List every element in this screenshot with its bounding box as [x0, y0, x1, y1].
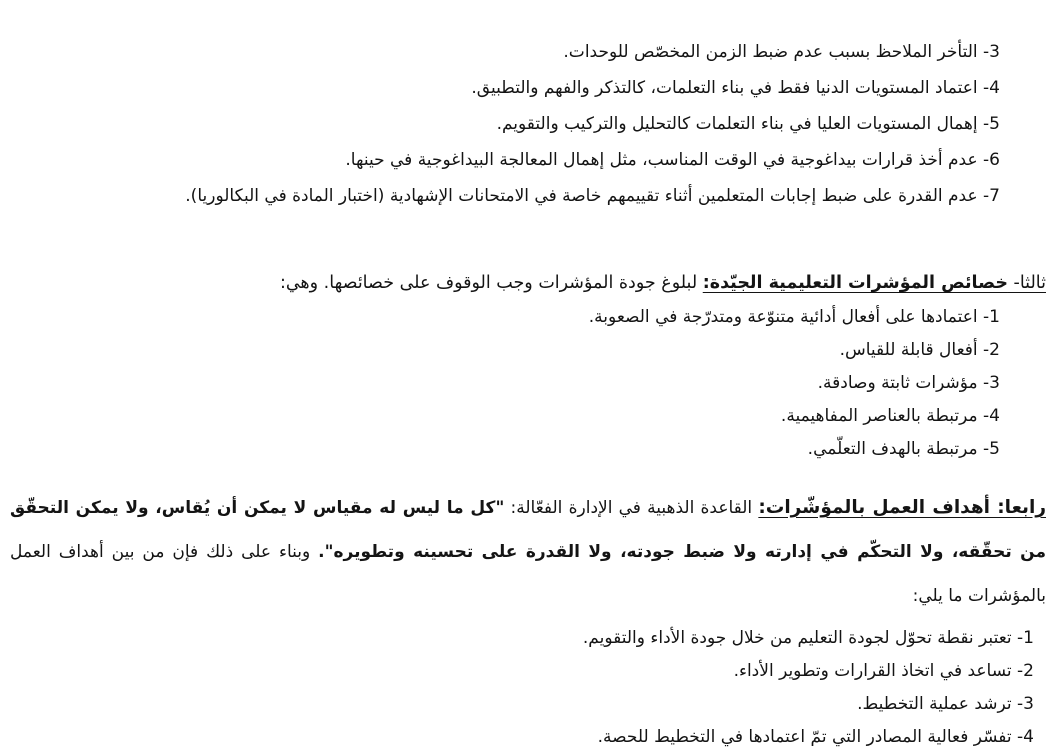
section-heading-title: خصائص المؤشرات التعليمية الجيّدة: — [702, 273, 1008, 293]
list-item: 4- اعتماد المستويات الدنيا فقط في بناء التعلمات، كالتذكر والفهم والتطبيق. — [471, 78, 1000, 98]
section-heading-prefix: ثالثا- — [1007, 273, 1046, 293]
list-item: 3- التأخر الملاحظ بسبب عدم ضبط الزمن المخصّص للوحدات. — [563, 42, 1000, 62]
list-item: 3- مؤشرات ثابتة وصادقة. — [817, 373, 1000, 393]
section-heading-fourth-paragraph — [10, 486, 1046, 618]
list-item: 4- تفسّر فعالية المصادر التي تمّ اعتمادها في التخطيط للحصة. — [597, 727, 1034, 747]
list-item: 1- اعتمادها على أفعال أدائية متنوّعة ومتدرّجة في الصعوبة. — [588, 307, 1000, 327]
paragraph-intro: القاعدة الذهبية في الإدارة الفعّالة: — [504, 498, 759, 518]
goals-list — [10, 622, 1046, 754]
list-item: 1- تعتبر نقطة تحوّل لجودة التعليم من خلال جودة الأداء والتقويم. — [582, 628, 1034, 648]
list-item: 5- إهمال المستويات العليا في بناء التعلمات كالتحليل والتركيب والتقويم. — [496, 114, 1000, 134]
golden-rule-quote: "كل ما ليس له مقياس لا يمكن أن يُقاس، ولا يمكن التحقّق من تحقّقه، ولا التحكّم في إدارته ولا ضبط جودته، ولا القدرة على تحسينه وتطويره". — [10, 498, 1046, 562]
top-numbered-list — [10, 0, 1046, 214]
characteristics-list — [10, 301, 1046, 466]
list-item: 2- تساعد في اتخاذ القرارات وتطوير الأداء. — [733, 661, 1034, 681]
section-heading-third — [10, 268, 1046, 298]
section-heading-rest: لبلوغ جودة المؤشرات وجب الوقوف على خصائصها. وهي: — [279, 273, 703, 293]
paragraph-closing: وبناء على ذلك فإن من بين أهداف العمل بالمؤشرات ما يلي: — [10, 542, 1046, 606]
list-item: 4- مرتبطة بالعناصر المفاهيمية. — [780, 406, 1000, 426]
list-item: 2- أفعال قابلة للقياس. — [839, 340, 1000, 360]
list-item: 5- مرتبطة بالهدف التعلّمي. — [807, 439, 1000, 459]
list-item: 6- عدم أخذ قرارات بيداغوجية في الوقت المناسب، مثل إهمال المعالجة البيداغوجية في حينها. — [345, 150, 1000, 170]
list-item: 7- عدم القدرة على ضبط إجابات المتعلمين أثناء تقييمهم خاصة في الامتحانات الإشهادية (اختبار المادة في البكالوريا). — [185, 186, 1000, 206]
list-item: 3- ترشد عملية التخطيط. — [857, 694, 1034, 714]
section-heading-title: رابعا: أهداف العمل بالمؤشّرات: — [758, 497, 1046, 518]
